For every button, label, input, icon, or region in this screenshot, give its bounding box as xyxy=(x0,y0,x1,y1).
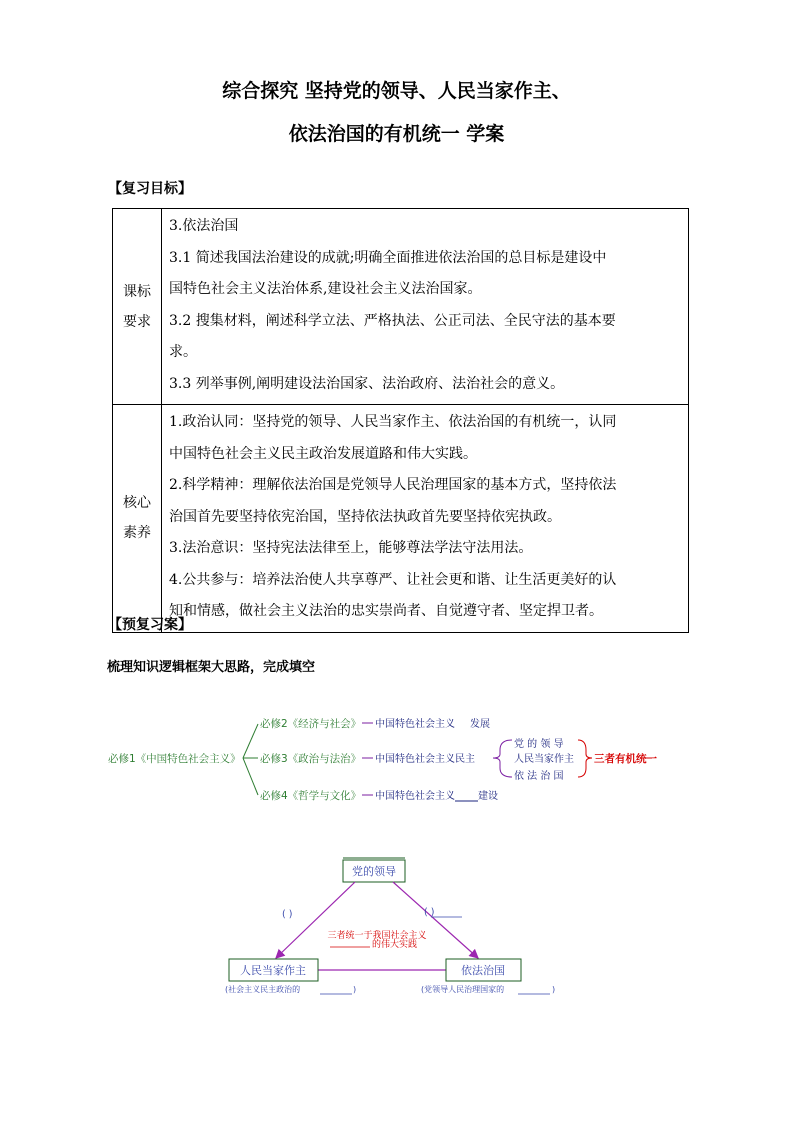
edge-top-left xyxy=(276,882,355,958)
framework-diagram xyxy=(0,700,793,820)
branch-line xyxy=(243,758,258,795)
content-line: 求。 xyxy=(169,344,197,360)
branch-book-label: 必修2《经济与社会》 xyxy=(260,718,362,730)
left-caption: (社会主义民主政治的 xyxy=(225,985,301,994)
triangle-diagram xyxy=(0,845,793,1005)
title-line-2: 依法治国的有机统一 学案 xyxy=(288,123,505,145)
branch-target-label: 中国特色社会主义 xyxy=(375,791,455,802)
title-line-1: 综合探究 坚持党的领导、人民当家作主、 xyxy=(222,80,571,102)
center-line-1: 三者统一于我国社会主义 xyxy=(327,931,427,941)
left-node-label: 人民当家作主 xyxy=(240,964,306,977)
table-row xyxy=(113,405,689,633)
element-label: 党 的 领 导 xyxy=(514,739,564,750)
branch-suffix-label: 发展 xyxy=(470,719,490,730)
right-caption-close: ) xyxy=(552,985,556,994)
left-caption-close: ) xyxy=(353,985,357,994)
left-blank: ( ) xyxy=(282,909,293,920)
review-goals-heading: 【复习目标】 xyxy=(108,181,192,197)
right-caption: (党领导人民治理国家的 xyxy=(421,985,505,994)
content-line: 2.科学精神：理解依法治国是党领导人民治理国家的基本方式，坚持依法 xyxy=(169,477,617,493)
row-label-line: 核心 xyxy=(123,495,151,512)
center-line-2: 的伟大实践 xyxy=(372,940,418,950)
content-line: 3.1 简述我国法治建设的成就;明确全面推进依法治国的总目标是建设中 xyxy=(169,249,607,266)
branch-line xyxy=(243,724,258,758)
content-line: 中国特色社会主义民主政治发展道路和伟大实践。 xyxy=(169,445,477,462)
framework-instruction: 梳理知识逻辑框架大思路，完成填空 xyxy=(107,660,316,675)
table-row xyxy=(113,209,689,405)
goals-table xyxy=(112,208,689,633)
top-node-label: 党的领导 xyxy=(352,865,396,878)
content-line: 3.3 列举事例,阐明建设法治国家、法治政府、法治社会的意义。 xyxy=(169,375,565,392)
content-line: 国特色社会主义法治体系,建设社会主义法治国家。 xyxy=(169,281,482,297)
right-blank: ( ) xyxy=(424,907,435,918)
branch-book-label: 必修4《哲学与文化》 xyxy=(260,790,362,802)
row-label-line: 要求 xyxy=(123,313,151,330)
content-line: 3.2 搜集材料，阐述科学立法、严格执法、公正司法、全民守法的基本要 xyxy=(169,312,616,329)
row-label xyxy=(113,209,162,405)
content-line: 知和情感，做社会主义法治的忠实崇尚者、自觉遵守者、坚定捍卫者。 xyxy=(169,603,603,619)
element-label: 依 法 治 国 xyxy=(514,771,564,782)
branch-target-label: 中国特色社会主义 xyxy=(375,719,455,730)
left-brace xyxy=(493,740,512,777)
row-content xyxy=(162,405,689,633)
content-line: 3.依法治国 xyxy=(169,218,239,234)
conclusion-label: 三者有机统一 xyxy=(594,753,657,765)
content-line: 1.政治认同：坚持党的领导、人民当家作主、依法治国的有机统一，认同 xyxy=(169,414,617,430)
row-label-line: 课标 xyxy=(123,283,151,300)
branch-target-label: 中国特色社会主义民主 xyxy=(375,754,475,765)
content-line: 3.法治意识：坚持宪法法律至上，能够尊法学法守法用法。 xyxy=(169,540,533,556)
element-label: 人民当家作主 xyxy=(514,754,574,765)
content-line: 治国首先要坚持依宪治国，坚持依法执政首先要坚持依宪执政。 xyxy=(169,508,561,525)
preview-heading: 【预复习案】 xyxy=(108,617,192,633)
row-label-line: 素养 xyxy=(123,525,151,542)
branch-suffix-label: 建设 xyxy=(478,791,498,802)
branch-book-label: 必修3《政治与法治》 xyxy=(260,753,362,765)
root-book-label: 必修1《中国特色社会主义》 xyxy=(108,753,241,765)
right-node-label: 依法治国 xyxy=(461,964,505,977)
row-content xyxy=(162,209,689,405)
row-label xyxy=(113,405,162,633)
right-brace xyxy=(578,740,592,777)
content-line: 4.公共参与：培养法治使人共享尊严、让社会更和谐、让生活更美好的认 xyxy=(169,571,617,588)
